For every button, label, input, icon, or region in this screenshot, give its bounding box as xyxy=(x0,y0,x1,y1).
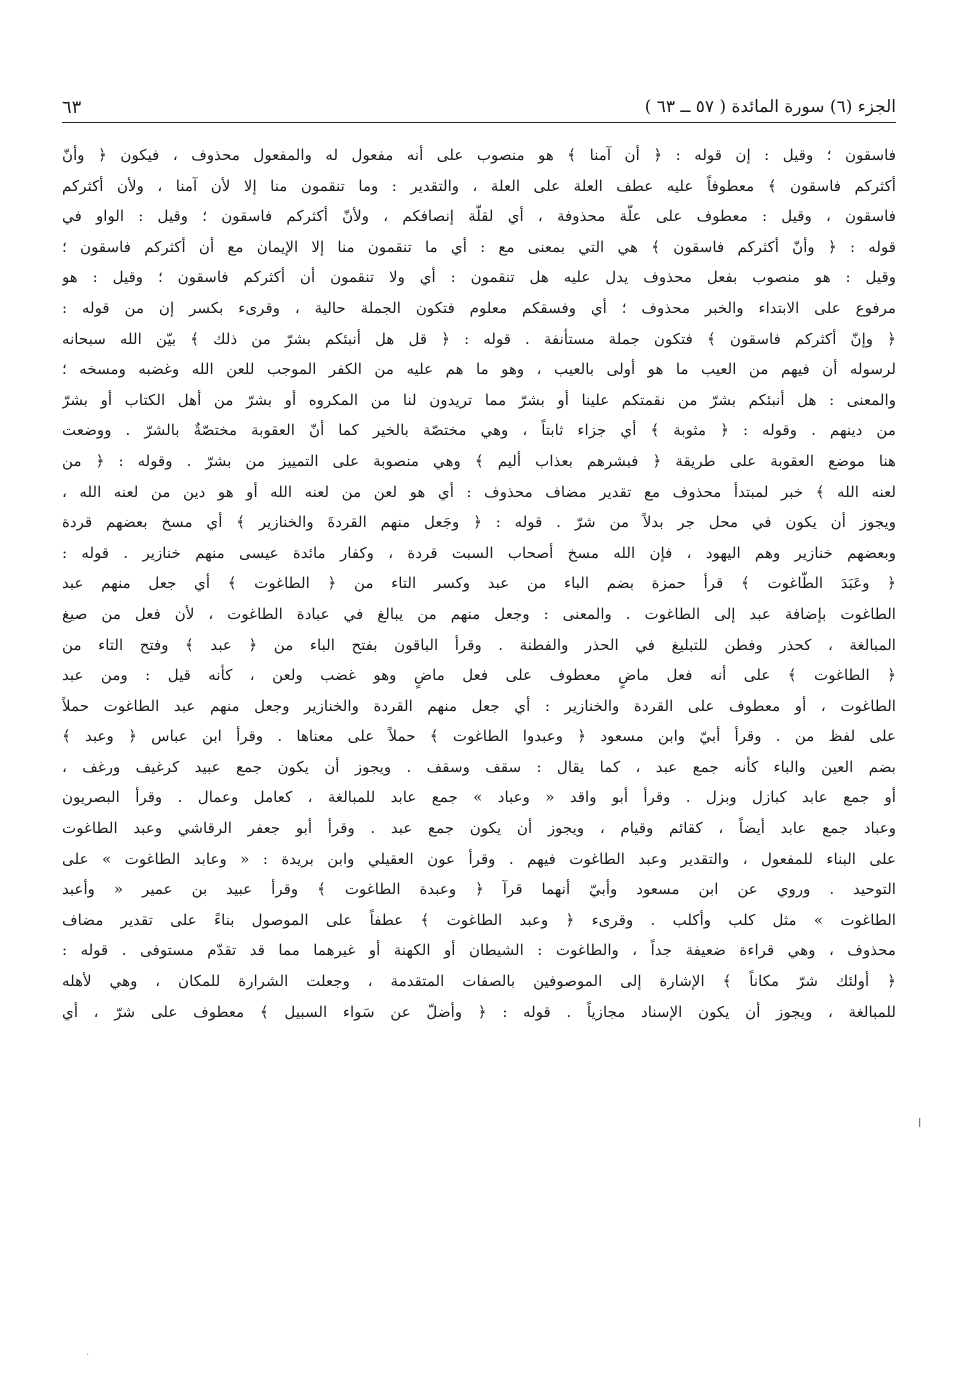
page-number: ٦٣ xyxy=(62,96,82,118)
text-line: ﴿ وإنّ أكثركم فاسقون ﴾ فتكون جملة مستأنفة . قوله : ﴿ قل هل أنبئكم بشرّ من ذلك ﴾ بيّن الله سبحانه xyxy=(62,329,896,348)
text-line: المبالغة ، كحذر وفطن للتبليغ في الحذر والفطنة . وقرأ الباقون بفتح الباء من ﴿ عبد ﴾ وفتح التاء من xyxy=(62,635,896,654)
text-line: من دينهم . وقوله : ﴿ مثوبة ﴾ أي جزاء ثابتاً ، وهي مختصّة بالخير كما أنّ العقوبة مختصّةٌ بالشرّ . ووضعت xyxy=(62,421,896,440)
text-line: الطاغوت بإضافة عبد إلى الطاغوت . والمعنى : وجعل منهم من يبالغ في عبادة الطاغوت ، لأن فعل من صيغ xyxy=(62,604,896,623)
text-line: محذوف ، وهي قراءة ضعيفة جداً ، والطاغوت : الشيطان أو الكهنة أو غيرهما مما قد تقدّم مستوفى . قوله : xyxy=(62,941,896,960)
text-line: لعنه الله ﴾ خبر لمبتدأ محذوف مع تقدير مضاف محذوف : أي هو لعن من لعنه الله أو هو دين من لعنه الله ، xyxy=(62,482,896,501)
text-line: وقيل : هو منصوب بفعل محذوف يدل عليه هل تنقمون : أي ولا تنقمون أن أكثركم فاسقون ؛ وقيل : هو xyxy=(62,268,896,287)
text-line: الطاغوت » مثل كلب وأكلب . وقرىء ﴿ وعبد الطاغوت ﴾ عطفاً على الموصول بناءً على تقدير مضاف xyxy=(62,910,896,929)
text-line: ﴿ وعَبَدَ الطّاغوت ﴾ قرأ حمزة بضم الباء من عبد وكسر التاء من ﴿ الطاغوت ﴾ أي جعل منهم عبد xyxy=(62,574,896,593)
running-title: الجزء (٦) سورة المائدة ( ٥٧ ــ ٦٣ ) xyxy=(644,97,896,117)
text-line: وعباد جمع عابد أيضاً ، كقائم وقيام ، ويجوز أن يكون جمع عبد . وقرأ أبو جعفر الرقاشي وعبد الطاغوت xyxy=(62,819,896,838)
text-line: أكثركم فاسقون ﴾ معطوفاً عليه عطف العلة على العلة ، والتقدير : وما تنقمون منا إلا لأن آمنا ، ولأن أكثركم xyxy=(62,176,896,195)
body-text xyxy=(62,140,896,1027)
text-line: والمعنى : هل أنبئكم بشرّ من نقمتكم علينا أو بشرّ مما تريدون لنا من المكروه أو بشرّ من أهل الكتاب أو بشرّ xyxy=(62,390,896,409)
text-line: على البناء للمفعول ، والتقدير وعبد الطاغوت فيهم . وقرأ عون العقيلي وابن بريدة : « وعابد الطاغوت » على xyxy=(62,849,896,868)
text-line: فاسقون ؛ وقيل : إن قوله : ﴿ أن آمنا ﴾ هو منصوب على أنه مفعول له والمفعول محذوف ، فيكون ﴿ وأنّ xyxy=(62,146,896,164)
text-line: ﴿ الطاغوت ﴾ على أنه فعل ماضٍ معطوف على فعل ماضٍ وهو غضب ولعن ، كأنه قيل : ومن عبد xyxy=(62,666,896,685)
text-line: الطاغوت ، أو معطوف على القردة والخنازير : أي جعل منهم القردة والخنازير وجعل منهم عبد الطاغوت حملاً xyxy=(62,696,896,715)
scan-speck: · xyxy=(86,1350,90,1361)
text-line: بضم العين والباء كأنه جمع عبد ، كما يقال : سقف وسقف . ويجوز أن يكون جمع عبيد كرغيف ورغف ، xyxy=(62,757,896,776)
text-line: للمبالغة ، ويجوز أن يكون الإسناد مجازياً . قوله : ﴿ وأضلّ عن سَواء السبيل ﴾ معطوف على شرّ ، أي xyxy=(62,1002,896,1021)
text-line: لرسوله أن فيهم من العيب ما هو أولى بالعيب ، وهو ما هم عليه من الكفر الموجب للعن الله وغضبه ومسخه ؛ xyxy=(62,360,896,379)
text-line: أو جمع عابد كبازل وبزل . وقرأ أبو واقد « وعباد » جمع عابد للمبالغة ، كعامل وعمال . وقرأ البصريون xyxy=(62,788,896,807)
text-line: مرفوع على الابتداء والخبر محذوف ؛ أي وفسقكم معلوم فتكون الجملة حالية ، وقرىء بكسر إن من قوله : xyxy=(62,298,896,317)
page-header xyxy=(62,92,896,123)
text-line: ويجوز أن يكون في محل جر بدلاً من شرّ . قوله : ﴿ وجَعل منهم القردةَ والخنازير ﴾ أي مسخ بعضهم قردة xyxy=(62,513,896,532)
text-line: على لفظ من . وقرأ أبيّ وابن مسعود ﴿ وعبدوا الطاغوت ﴾ حملاً على معناها . وقرأ ابن عباس ﴿ وعبد ﴾ xyxy=(62,727,896,746)
margin-mark: ا xyxy=(918,1116,922,1130)
text-line: ﴿ أولئك شرّ مكاناً ﴾ الإشارة إلى الموصوفين بالصفات المتقدمة ، وجعلت الشرارة للمكان ، وهي لأهله xyxy=(62,972,896,991)
text-line: التوحيد . وروي عن ابن مسعود وأبيّ أنهما قرآ ﴿ وعبدة الطاغوت ﴾ وقرأ عبيد بن عمير « وأعبد xyxy=(62,880,896,899)
text-line: هنا موضع العقوبة على طريقة ﴿ فبشرهم بعذاب أليم ﴾ وهي منصوبة على التمييز من بشرّ . وقوله : ﴿ من xyxy=(62,451,896,470)
text-line: وبعضهم خنازير وهم اليهود ، فإن الله مسخ أصحاب السبت قردة ، وكفار مائدة عيسى منهم خنازير . قوله : xyxy=(62,543,896,562)
text-line: فاسقون ، وقيل : معطوف على علّة محذوفة ، أي لقلّة إنصافكم ، ولأنّ أكثركم فاسقون ؛ وقيل : الواو في xyxy=(62,207,896,226)
text-line: قوله : ﴿ وأنّ أكثركم فاسقون ﴾ هي التي بمعنى مع : أي ما تنقمون منا إلا الإيمان مع أن أكثركم فاسقون ؛ xyxy=(62,237,896,256)
